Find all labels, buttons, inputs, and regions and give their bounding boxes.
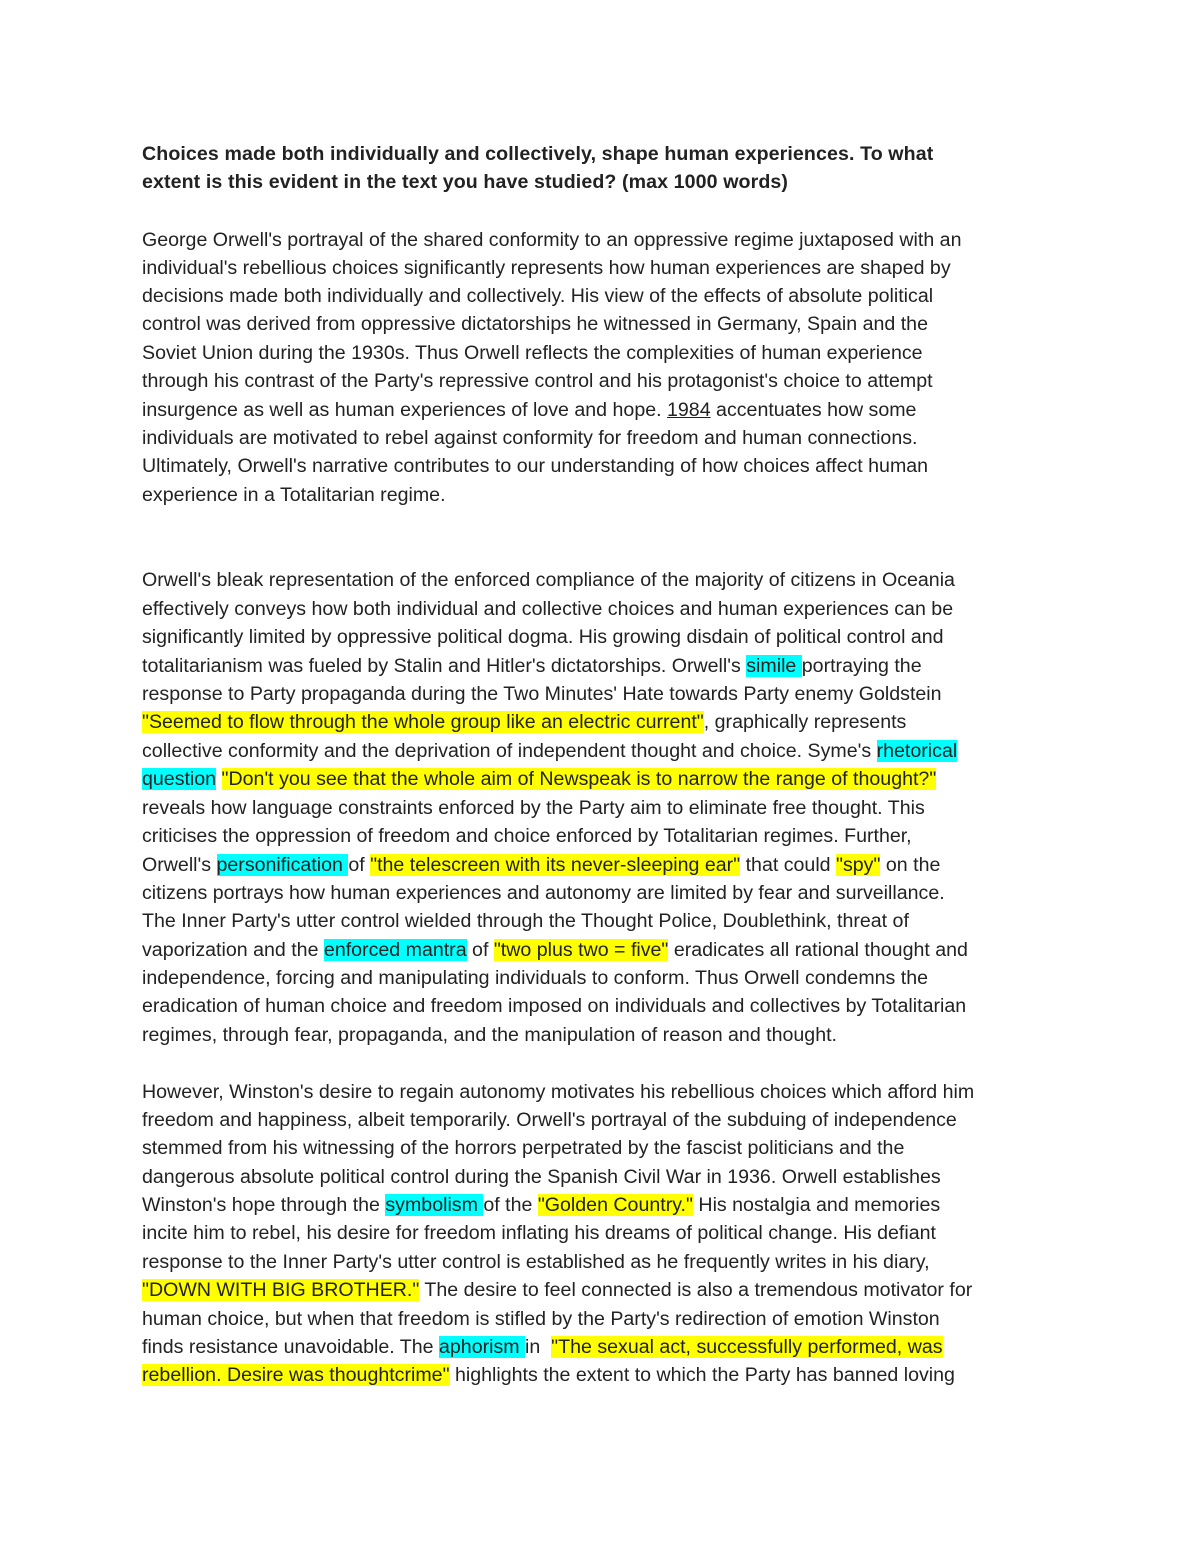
technique-highlight: question bbox=[142, 768, 217, 790]
technique-highlight: personification bbox=[216, 854, 349, 876]
text-run: accentuates how some bbox=[710, 399, 917, 421]
technique-highlight: simile bbox=[746, 655, 802, 677]
body1-line bbox=[142, 937, 968, 963]
body1-line bbox=[142, 653, 922, 679]
body2-line bbox=[142, 1334, 943, 1360]
text-run: , graphically represents bbox=[703, 711, 907, 733]
quote-highlight: "spy" bbox=[836, 854, 881, 876]
body2-line bbox=[142, 1362, 955, 1388]
body2-line: human choice, but when that freedom is stifled by the Party's redirection of emotion Winston bbox=[142, 1308, 940, 1330]
body2-line: stemmed from his witnessing of the horrors perpetrated by the fascist politicians and the bbox=[142, 1137, 905, 1159]
body2-line: However, Winston's desire to regain autonomy motivates his rebellious choices which afford him bbox=[142, 1081, 975, 1103]
body2-line bbox=[142, 1192, 940, 1218]
intro-line: individual's rebellious choices significantly represents how human experiences are shaped by bbox=[142, 257, 951, 279]
quote-highlight: "Seemed to flow through the whole group like an electric current" bbox=[142, 711, 704, 733]
text-run: The desire to feel connected is also a tremendous motivator for bbox=[419, 1279, 973, 1301]
intro-line: George Orwell's portrayal of the shared conformity to an oppressive regime juxtaposed with an bbox=[142, 229, 962, 251]
body1-line bbox=[142, 709, 906, 735]
text-run: on the bbox=[880, 854, 941, 876]
body2-line: dangerous absolute political control during the Spanish Civil War in 1936. Orwell establishes bbox=[142, 1166, 941, 1188]
intro-line: through his contrast of the Party's repressive control and his protagonist's choice to attempt bbox=[142, 370, 933, 392]
technique-highlight: enforced mantra bbox=[323, 939, 467, 961]
body2-line: incite him to rebel, his desire for freedom inflating his dreams of political change. His defiant bbox=[142, 1222, 936, 1244]
intro-line: individuals are motivated to rebel against conformity for freedom and human connections. bbox=[142, 427, 918, 449]
intro-line: Soviet Union during the 1930s. Thus Orwell reflects the complexities of human experience bbox=[142, 342, 923, 364]
body1-line bbox=[142, 766, 936, 792]
book-title-underlined: 1984 bbox=[667, 399, 711, 421]
body2-line bbox=[142, 1277, 972, 1303]
body1-line: significantly limited by oppressive political dogma. His growing disdain of political control and bbox=[142, 626, 944, 648]
intro-line: decisions made both individually and collectively. His view of the effects of absolute political bbox=[142, 285, 934, 307]
quote-highlight: "two plus two = five" bbox=[493, 939, 669, 961]
text-run: that could bbox=[740, 854, 837, 876]
body1-line: response to Party propaganda during the Two Minutes' Hate towards Party enemy Goldstein bbox=[142, 683, 942, 705]
technique-highlight: aphorism bbox=[439, 1336, 526, 1358]
text-run bbox=[216, 768, 221, 790]
text-run: of bbox=[466, 939, 494, 961]
essay-question-line-2: extent is this evident in the text you have studied? (max 1000 words) bbox=[142, 171, 789, 193]
technique-highlight: rhetorical bbox=[876, 740, 958, 762]
body2-line: response to the Inner Party's utter control is established as he frequently writes in his diary, bbox=[142, 1251, 930, 1273]
body1-line: criticises the oppression of freedom and choice enforced by Totalitarian regimes. Further, bbox=[142, 825, 912, 847]
text-run: collective conformity and the deprivation of independent thought and choice. Syme's bbox=[142, 740, 877, 762]
body1-line: eradication of human choice and freedom imposed on individuals and collectives by Totalitarian bbox=[142, 995, 967, 1017]
text-run: eradicates all rational thought and bbox=[668, 939, 968, 961]
text-run: Orwell's bbox=[142, 854, 217, 876]
text-run: of bbox=[348, 854, 371, 876]
body1-line: effectively conveys how both individual and collective choices and human experiences can be bbox=[142, 598, 954, 620]
quote-highlight: "DOWN WITH BIG BROTHER." bbox=[142, 1279, 420, 1301]
intro-line: experience in a Totalitarian regime. bbox=[142, 484, 446, 506]
intro-line: control was derived from oppressive dictatorships he witnessed in Germany, Spain and the bbox=[142, 313, 928, 335]
quote-highlight: "Golden Country." bbox=[537, 1194, 693, 1216]
intro-line: Ultimately, Orwell's narrative contributes to our understanding of how choices affect human bbox=[142, 455, 929, 477]
body1-line bbox=[142, 738, 957, 764]
essay-question-line-1: Choices made both individually and collectively, shape human experiences. To what bbox=[142, 143, 934, 165]
body1-line: citizens portrays how human experiences and autonomy are limited by fear and surveillance. bbox=[142, 882, 945, 904]
quote-highlight: "Don't you see that the whole aim of Newspeak is to narrow the range of thought?" bbox=[221, 768, 937, 790]
text-run: totalitarianism was fueled by Stalin and Hitler's dictatorships. Orwell's bbox=[142, 655, 747, 677]
body1-line: Orwell's bleak representation of the enforced compliance of the majority of citizens in Oceania bbox=[142, 569, 955, 591]
body1-line: regimes, through fear, propaganda, and the manipulation of reason and thought. bbox=[142, 1024, 837, 1046]
intro-line bbox=[142, 397, 916, 423]
text-run: insurgence as well as human experiences of love and hope. bbox=[142, 399, 668, 421]
text-run: in bbox=[525, 1336, 552, 1358]
text-run: vaporization and the bbox=[142, 939, 324, 961]
body1-line: The Inner Party's utter control wielded through the Thought Police, Doublethink, threat of bbox=[142, 910, 909, 932]
quote-highlight: "The sexual act, successfully performed, was bbox=[551, 1336, 943, 1358]
text-run: Winston's hope through the bbox=[142, 1194, 386, 1216]
body2-line: freedom and happiness, albeit temporarily. Orwell's portrayal of the subduing of independence bbox=[142, 1109, 957, 1131]
technique-highlight: symbolism bbox=[385, 1194, 484, 1216]
text-run: finds resistance unavoidable. The bbox=[142, 1336, 439, 1358]
body1-line: independence, forcing and manipulating individuals to conform. Thus Orwell condemns the bbox=[142, 967, 929, 989]
body1-line: reveals how language constraints enforced by the Party aim to eliminate free thought. This bbox=[142, 797, 925, 819]
text-run: of the bbox=[483, 1194, 538, 1216]
quote-highlight: rebellion. Desire was thoughtcrime" bbox=[142, 1364, 450, 1386]
quote-highlight: "the telescreen with its never-sleeping ear" bbox=[370, 854, 741, 876]
text-run: portraying the bbox=[801, 655, 922, 677]
text-run: His nostalgia and memories bbox=[692, 1194, 941, 1216]
body1-line bbox=[142, 852, 940, 878]
text-run: highlights the extent to which the Party has banned loving bbox=[449, 1364, 955, 1386]
